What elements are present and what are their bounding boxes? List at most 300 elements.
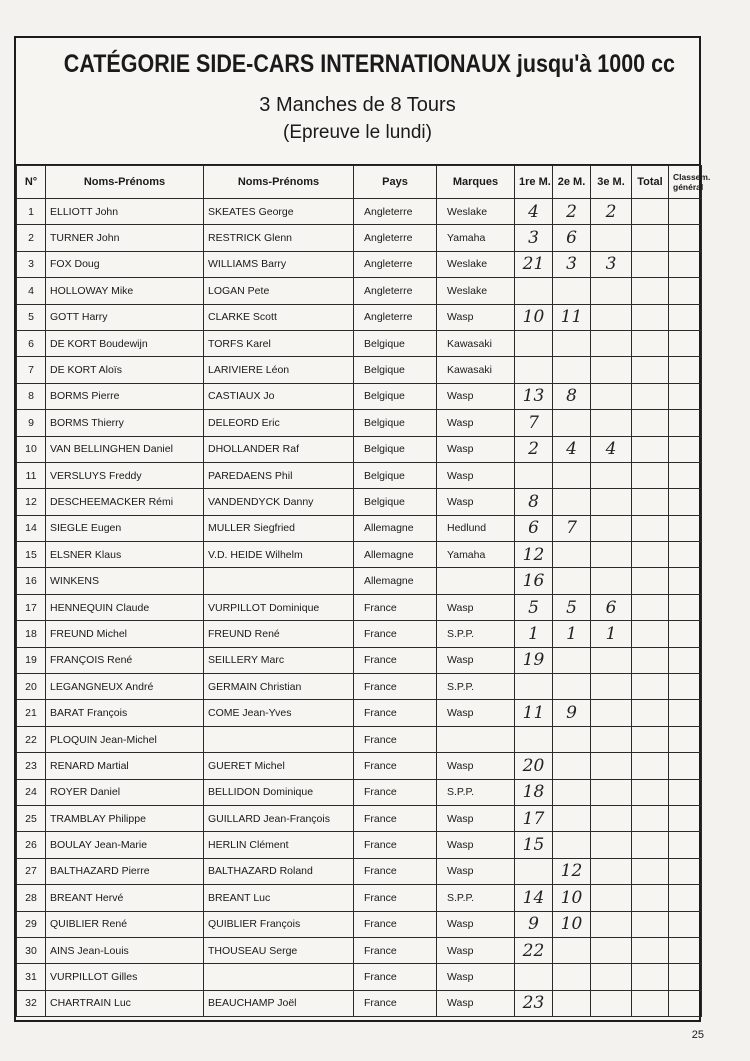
make: Yamaha (437, 542, 515, 568)
passenger-name: LOGAN Pete (204, 278, 354, 304)
race3-position (591, 805, 632, 831)
pilot-name: PLOQUIN Jean-Michel (46, 726, 204, 752)
entry-number: 32 (17, 990, 46, 1016)
total-cell (632, 911, 669, 937)
passenger-name (204, 568, 354, 594)
country: Belgique (354, 330, 437, 356)
entry-number: 29 (17, 911, 46, 937)
race1-position (515, 726, 553, 752)
race3-position (591, 858, 632, 884)
passenger-name: V.D. HEIDE Wilhelm (204, 542, 354, 568)
race2-position (553, 410, 591, 436)
pilot-name: VAN BELLINGHEN Daniel (46, 436, 204, 462)
table-header-row (17, 166, 702, 199)
overall-ranking-cell (669, 278, 702, 304)
entry-number: 6 (17, 330, 46, 356)
sheet-header (16, 38, 699, 165)
table-row (17, 542, 702, 568)
entry-number: 23 (17, 753, 46, 779)
column-header: 1re M. (515, 166, 553, 199)
passenger-name: VANDENDYCK Danny (204, 489, 354, 515)
table-row (17, 357, 702, 383)
make (437, 568, 515, 594)
make: S.P.P. (437, 674, 515, 700)
table-row (17, 489, 702, 515)
race3-position (591, 647, 632, 673)
passenger-name: COME Jean-Yves (204, 700, 354, 726)
table-row (17, 964, 702, 990)
pilot-name: QUIBLIER René (46, 911, 204, 937)
total-cell (632, 937, 669, 963)
race2-position (553, 568, 591, 594)
race3-position (591, 462, 632, 488)
race2-position: 9 (553, 700, 591, 726)
total-cell (632, 515, 669, 541)
race2-position (553, 357, 591, 383)
country: Belgique (354, 436, 437, 462)
pilot-name: DE KORT Boudewijn (46, 330, 204, 356)
country: France (354, 858, 437, 884)
page-title: CATÉGORIE SIDE-CARS INTERNATIONAUX jusqu'à 1000 cc (63, 50, 676, 78)
race3-position: 6 (591, 594, 632, 620)
table-row (17, 805, 702, 831)
passenger-name: GERMAIN Christian (204, 674, 354, 700)
total-cell (632, 726, 669, 752)
passenger-name (204, 726, 354, 752)
total-cell (632, 700, 669, 726)
make: Wasp (437, 937, 515, 963)
overall-ranking-cell (669, 515, 702, 541)
column-header: Noms-Prénoms (46, 166, 204, 199)
table-row (17, 568, 702, 594)
race1-position: 4 (515, 199, 553, 225)
pilot-name: RENARD Martial (46, 753, 204, 779)
race1-position: 5 (515, 594, 553, 620)
race3-position (591, 410, 632, 436)
table-row (17, 911, 702, 937)
pilot-name: FOX Doug (46, 251, 204, 277)
race2-position (553, 937, 591, 963)
race3-position (591, 278, 632, 304)
overall-ranking-cell (669, 990, 702, 1016)
race3-position: 4 (591, 436, 632, 462)
race1-position (515, 858, 553, 884)
total-cell (632, 832, 669, 858)
make: Wasp (437, 990, 515, 1016)
country: Allemagne (354, 515, 437, 541)
overall-ranking-cell (669, 937, 702, 963)
race3-position (591, 515, 632, 541)
table-body (17, 199, 702, 1017)
race2-position (553, 674, 591, 700)
country: Allemagne (354, 568, 437, 594)
total-cell (632, 278, 669, 304)
race3-position (591, 726, 632, 752)
entry-number: 28 (17, 885, 46, 911)
pilot-name: BOULAY Jean-Marie (46, 832, 204, 858)
make: S.P.P. (437, 621, 515, 647)
passenger-name: SEILLERY Marc (204, 647, 354, 673)
overall-ranking-cell (669, 357, 702, 383)
passenger-name: BELLIDON Dominique (204, 779, 354, 805)
race2-position (553, 462, 591, 488)
race3-position: 1 (591, 621, 632, 647)
country: France (354, 911, 437, 937)
make: S.P.P. (437, 779, 515, 805)
entry-number: 3 (17, 251, 46, 277)
passenger-name: FREUND René (204, 621, 354, 647)
race1-position: 7 (515, 410, 553, 436)
race3-position (591, 753, 632, 779)
passenger-name: DHOLLANDER Raf (204, 436, 354, 462)
total-cell (632, 647, 669, 673)
total-cell (632, 805, 669, 831)
country: Angleterre (354, 199, 437, 225)
race1-position: 12 (515, 542, 553, 568)
table-row (17, 278, 702, 304)
race3-position (591, 832, 632, 858)
race1-position: 15 (515, 832, 553, 858)
make: Yamaha (437, 225, 515, 251)
column-header: Noms-Prénoms (204, 166, 354, 199)
entry-number: 11 (17, 462, 46, 488)
race1-position (515, 330, 553, 356)
race3-position (591, 568, 632, 594)
total-cell (632, 304, 669, 330)
race3-position (591, 357, 632, 383)
make: Wasp (437, 436, 515, 462)
race2-position (553, 542, 591, 568)
overall-ranking-cell (669, 726, 702, 752)
race3-position (591, 885, 632, 911)
table-row (17, 990, 702, 1016)
overall-ranking-cell (669, 330, 702, 356)
make: Wasp (437, 594, 515, 620)
country: France (354, 832, 437, 858)
pilot-name: HENNEQUIN Claude (46, 594, 204, 620)
country: France (354, 753, 437, 779)
passenger-name: VURPILLOT Dominique (204, 594, 354, 620)
country: France (354, 779, 437, 805)
country: France (354, 885, 437, 911)
race1-position: 9 (515, 911, 553, 937)
overall-ranking-cell (669, 832, 702, 858)
pilot-name: BORMS Pierre (46, 383, 204, 409)
pilot-name: HOLLOWAY Mike (46, 278, 204, 304)
page-subtitle: 3 Manches de 8 Tours (259, 94, 456, 116)
country: Angleterre (354, 278, 437, 304)
entry-number: 16 (17, 568, 46, 594)
overall-ranking-cell (669, 410, 702, 436)
race1-position: 18 (515, 779, 553, 805)
column-header: 3e M. (591, 166, 632, 199)
pilot-name: DESCHEEMACKER Rémi (46, 489, 204, 515)
overall-ranking-cell (669, 964, 702, 990)
race3-position (591, 542, 632, 568)
total-cell (632, 779, 669, 805)
race2-position: 11 (553, 304, 591, 330)
total-cell (632, 436, 669, 462)
race1-position (515, 357, 553, 383)
entry-number: 1 (17, 199, 46, 225)
overall-ranking-cell (669, 621, 702, 647)
table-row (17, 779, 702, 805)
page-number: 25 (691, 1029, 704, 1041)
overall-ranking-cell (669, 805, 702, 831)
entry-number: 20 (17, 674, 46, 700)
make: Hedlund (437, 515, 515, 541)
entry-number: 2 (17, 225, 46, 251)
overall-ranking-cell (669, 251, 702, 277)
race3-position (591, 304, 632, 330)
table-row (17, 330, 702, 356)
make: Wasp (437, 805, 515, 831)
entry-number: 7 (17, 357, 46, 383)
country: Angleterre (354, 225, 437, 251)
race3-position (591, 225, 632, 251)
race2-position (553, 753, 591, 779)
total-cell (632, 489, 669, 515)
race1-position: 6 (515, 515, 553, 541)
passenger-name: SKEATES George (204, 199, 354, 225)
pilot-name: WINKENS (46, 568, 204, 594)
table-row (17, 858, 702, 884)
table-row (17, 700, 702, 726)
passenger-name (204, 964, 354, 990)
make: Wasp (437, 304, 515, 330)
entry-number: 9 (17, 410, 46, 436)
race2-position (553, 990, 591, 1016)
country: France (354, 937, 437, 963)
column-header: Pays (354, 166, 437, 199)
table-row (17, 462, 702, 488)
total-cell (632, 410, 669, 436)
column-header: Marques (437, 166, 515, 199)
make: Weslake (437, 251, 515, 277)
country: Belgique (354, 489, 437, 515)
entry-number: 14 (17, 515, 46, 541)
race2-position (553, 647, 591, 673)
passenger-name: DELEORD Eric (204, 410, 354, 436)
passenger-name: BALTHAZARD Roland (204, 858, 354, 884)
overall-ranking-cell (669, 700, 702, 726)
passenger-name: WILLIAMS Barry (204, 251, 354, 277)
column-header: Total (632, 166, 669, 199)
pilot-name: BORMS Thierry (46, 410, 204, 436)
race3-position (591, 700, 632, 726)
make: Wasp (437, 964, 515, 990)
passenger-name: GUILLARD Jean-François (204, 805, 354, 831)
overall-ranking-cell (669, 462, 702, 488)
total-cell (632, 462, 669, 488)
overall-ranking-cell (669, 858, 702, 884)
country: France (354, 647, 437, 673)
make: Weslake (437, 278, 515, 304)
column-header: 2e M. (553, 166, 591, 199)
overall-ranking-cell (669, 568, 702, 594)
pilot-name: ROYER Daniel (46, 779, 204, 805)
table-row (17, 885, 702, 911)
country: Belgique (354, 462, 437, 488)
passenger-name: CLARKE Scott (204, 304, 354, 330)
total-cell (632, 542, 669, 568)
make: Wasp (437, 410, 515, 436)
make: Wasp (437, 647, 515, 673)
race3-position (591, 383, 632, 409)
pilot-name: BARAT François (46, 700, 204, 726)
race3-position (591, 330, 632, 356)
passenger-name: HERLIN Clément (204, 832, 354, 858)
pilot-name: BALTHAZARD Pierre (46, 858, 204, 884)
country: France (354, 621, 437, 647)
total-cell (632, 199, 669, 225)
make: Kawasaki (437, 330, 515, 356)
race3-position (591, 911, 632, 937)
total-cell (632, 251, 669, 277)
race2-position: 10 (553, 885, 591, 911)
race2-position: 4 (553, 436, 591, 462)
overall-ranking-cell (669, 542, 702, 568)
total-cell (632, 357, 669, 383)
race3-position (591, 937, 632, 963)
pilot-name: FREUND Michel (46, 621, 204, 647)
table-row (17, 251, 702, 277)
overall-ranking-cell (669, 885, 702, 911)
overall-ranking-cell (669, 753, 702, 779)
overall-ranking-cell (669, 594, 702, 620)
race2-position (553, 805, 591, 831)
entry-number: 27 (17, 858, 46, 884)
race2-position: 2 (553, 199, 591, 225)
make: Wasp (437, 462, 515, 488)
race2-position (553, 330, 591, 356)
country: Belgique (354, 357, 437, 383)
entry-number: 18 (17, 621, 46, 647)
passenger-name: GUERET Michel (204, 753, 354, 779)
entry-number: 8 (17, 383, 46, 409)
race2-position: 5 (553, 594, 591, 620)
passenger-name: BEAUCHAMP Joël (204, 990, 354, 1016)
race1-position: 20 (515, 753, 553, 779)
table-row (17, 753, 702, 779)
race1-position (515, 674, 553, 700)
table-row (17, 225, 702, 251)
country: France (354, 594, 437, 620)
country: France (354, 964, 437, 990)
race2-position: 8 (553, 383, 591, 409)
country: France (354, 674, 437, 700)
pilot-name: ELLIOTT John (46, 199, 204, 225)
results-sheet (14, 36, 711, 1022)
pilot-name: VURPILLOT Gilles (46, 964, 204, 990)
overall-ranking-cell (669, 199, 702, 225)
table-row (17, 726, 702, 752)
race2-position (553, 779, 591, 805)
race1-position: 22 (515, 937, 553, 963)
pilot-name: AINS Jean-Louis (46, 937, 204, 963)
make: Weslake (437, 199, 515, 225)
country: Angleterre (354, 304, 437, 330)
race1-position: 14 (515, 885, 553, 911)
total-cell (632, 225, 669, 251)
passenger-name: PAREDAENS Phil (204, 462, 354, 488)
race2-position: 1 (553, 621, 591, 647)
race1-position: 19 (515, 647, 553, 673)
make: Wasp (437, 753, 515, 779)
pilot-name: TRAMBLAY Philippe (46, 805, 204, 831)
total-cell (632, 753, 669, 779)
entry-number: 19 (17, 647, 46, 673)
entry-number: 15 (17, 542, 46, 568)
race2-position (553, 489, 591, 515)
total-cell (632, 330, 669, 356)
entry-number: 4 (17, 278, 46, 304)
entry-number: 12 (17, 489, 46, 515)
entry-number: 10 (17, 436, 46, 462)
make: Kawasaki (437, 357, 515, 383)
pilot-name: LEGANGNEUX André (46, 674, 204, 700)
entry-number: 21 (17, 700, 46, 726)
table-row (17, 674, 702, 700)
pilot-name: TURNER John (46, 225, 204, 251)
pilot-name: VERSLUYS Freddy (46, 462, 204, 488)
passenger-name: LARIVIERE Léon (204, 357, 354, 383)
total-cell (632, 885, 669, 911)
race1-position: 2 (515, 436, 553, 462)
table-row (17, 594, 702, 620)
make: Wasp (437, 858, 515, 884)
country: France (354, 726, 437, 752)
passenger-name: QUIBLIER François (204, 911, 354, 937)
total-cell (632, 964, 669, 990)
race2-position (553, 832, 591, 858)
country: France (354, 990, 437, 1016)
race1-position: 3 (515, 225, 553, 251)
pilot-name: SIEGLE Eugen (46, 515, 204, 541)
overall-ranking-cell (669, 225, 702, 251)
table-row (17, 621, 702, 647)
entry-number: 22 (17, 726, 46, 752)
make: Wasp (437, 832, 515, 858)
race3-position: 3 (591, 251, 632, 277)
total-cell (632, 674, 669, 700)
passenger-name: CASTIAUX Jo (204, 383, 354, 409)
country: Allemagne (354, 542, 437, 568)
pilot-name: FRANÇOIS René (46, 647, 204, 673)
entry-number: 31 (17, 964, 46, 990)
race1-position: 11 (515, 700, 553, 726)
table-row (17, 647, 702, 673)
pilot-name: CHARTRAIN Luc (46, 990, 204, 1016)
race2-position (553, 964, 591, 990)
total-cell (632, 990, 669, 1016)
table-row (17, 515, 702, 541)
country: France (354, 700, 437, 726)
pilot-name: GOTT Harry (46, 304, 204, 330)
overall-ranking-cell (669, 647, 702, 673)
total-cell (632, 383, 669, 409)
race3-position (591, 779, 632, 805)
total-cell (632, 621, 669, 647)
make: Wasp (437, 911, 515, 937)
total-cell (632, 594, 669, 620)
entry-number: 17 (17, 594, 46, 620)
entry-number: 30 (17, 937, 46, 963)
make: Wasp (437, 489, 515, 515)
table-row (17, 383, 702, 409)
passenger-name: TORFS Karel (204, 330, 354, 356)
make: Wasp (437, 383, 515, 409)
